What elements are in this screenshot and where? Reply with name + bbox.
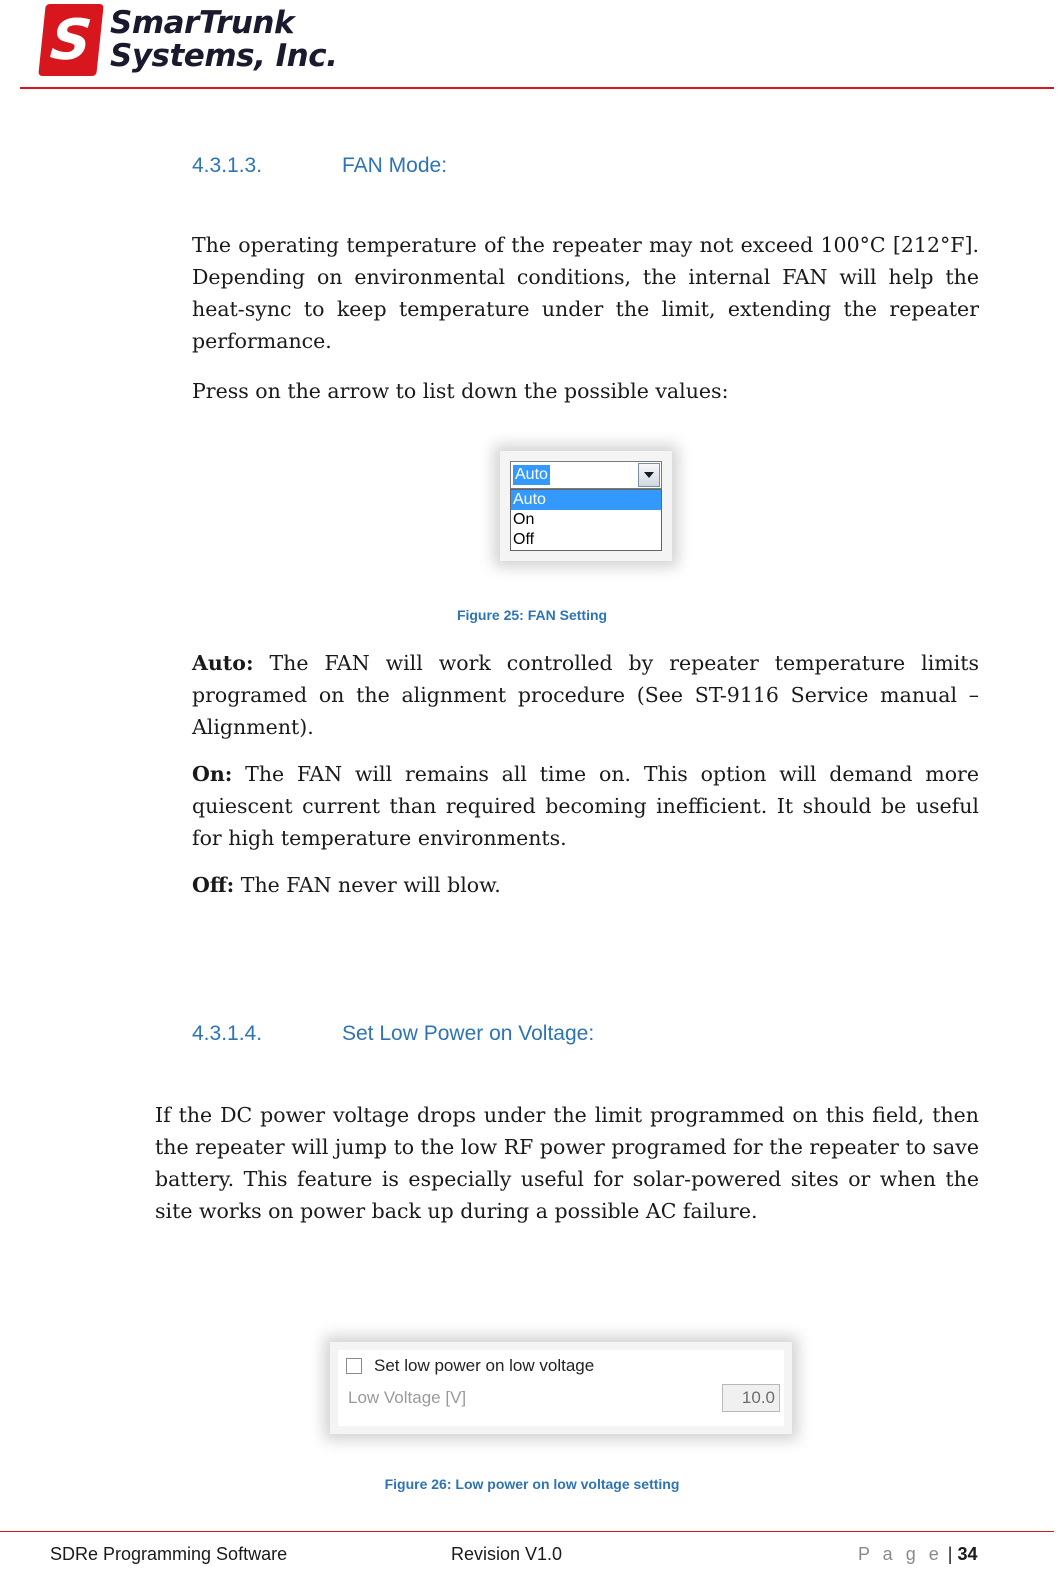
fan-press-paragraph: Press on the arrow to list down the possible values: — [192, 379, 729, 403]
auto-term: Auto: — [192, 651, 254, 675]
footer-rule — [0, 1531, 1054, 1532]
company-name — [110, 7, 337, 73]
section-heading-fan-mode — [192, 154, 447, 178]
fan-mode-selected-value: Auto — [515, 466, 548, 483]
company-logo — [42, 2, 337, 78]
section-number: 4.3.1.4. — [192, 1022, 263, 1045]
footer-revision: Revision V1.0 — [451, 1544, 563, 1564]
chevron-down-icon — [644, 472, 654, 478]
low-voltage-label: Low Voltage [V] — [348, 1388, 467, 1407]
option-auto[interactable]: Auto — [511, 490, 661, 510]
low-voltage-input[interactable]: 10.0 — [722, 1384, 780, 1412]
dropdown-arrow-button[interactable] — [638, 463, 660, 487]
footer-page — [858, 1544, 977, 1565]
low-power-panel — [338, 1350, 784, 1426]
low-power-figure — [330, 1342, 792, 1434]
footer-page-word: P a g e — [858, 1544, 943, 1564]
off-text: The FAN never will blow. — [234, 873, 501, 897]
option-on[interactable]: On — [513, 511, 535, 528]
fan-setting-figure — [500, 451, 672, 561]
on-term: On: — [192, 762, 233, 786]
off-term: Off: — [192, 873, 235, 897]
fan-mode-options-list — [510, 489, 662, 551]
company-name-line2: Systems, Inc. — [110, 38, 338, 74]
section-title: Set Low Power on Voltage: — [342, 1022, 595, 1045]
company-name-line1: SmarTrunk — [110, 5, 295, 41]
low-power-paragraph: If the DC power voltage drops under the limit programmed on this field, then the repeater will jump to the low RF power programed for the repeater to save battery. This feature is especially useful for solar-powered sites or when the site works on power back up during a possible AC failure. — [155, 1103, 979, 1223]
figure-26-caption: Figure 26: Low power on low voltage setting — [384, 1476, 680, 1492]
logo-mark: S — [38, 4, 104, 76]
header-rule — [20, 87, 1054, 89]
footer-separator: | — [947, 1544, 953, 1564]
footer-page-number: 34 — [957, 1544, 978, 1564]
auto-text: The FAN will work controlled by repeater temperature limits programed on the alignment procedure (See ST-9116 Service manual – Alignment). — [192, 651, 979, 739]
low-power-checkbox[interactable] — [346, 1358, 362, 1374]
on-description — [192, 758, 979, 854]
auto-description — [192, 647, 979, 743]
section-heading-low-power — [192, 1022, 594, 1046]
footer-doc-title: SDRe Programming Software — [50, 1544, 288, 1564]
section-title: FAN Mode: — [342, 154, 448, 177]
off-description — [192, 869, 979, 901]
on-text: The FAN will remains all time on. This option will demand more quiescent current than required becoming inefficient. It should be useful for high temperature environments. — [192, 762, 979, 850]
fan-intro-paragraph: The operating temperature of the repeater may not exceed 100°C [212°F]. Depending on environmental conditions, the internal FAN will help the heat-sync to keep temperature under the limit, extending the repeater performance. — [192, 233, 979, 353]
low-power-checkbox-label[interactable]: Set low power on low voltage — [374, 1356, 595, 1375]
fan-mode-dropdown[interactable] — [510, 461, 662, 489]
figure-25-caption: Figure 25: FAN Setting — [456, 607, 608, 623]
section-number: 4.3.1.3. — [192, 154, 263, 177]
option-off[interactable]: Off — [513, 531, 535, 548]
